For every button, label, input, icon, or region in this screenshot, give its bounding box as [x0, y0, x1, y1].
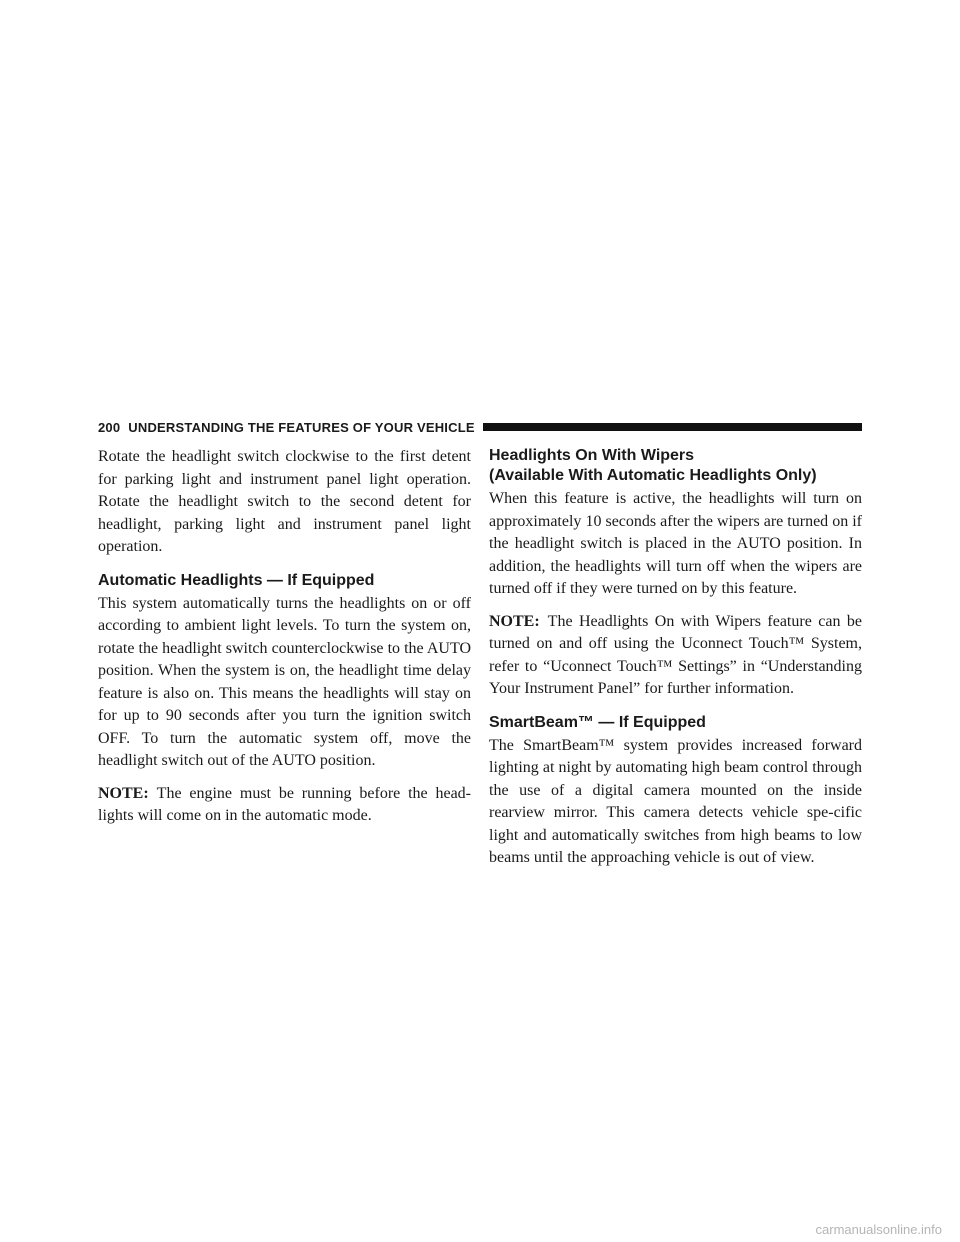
page-number: 200 [98, 419, 121, 435]
note-text: The engine must be running before the head-lights will come on in the automatic mode. [98, 784, 471, 824]
smartbeam-heading: SmartBeam™ — If Equipped [489, 713, 706, 731]
left-column [98, 446, 471, 838]
note-label: NOTE: [489, 612, 540, 630]
automatic-headlights-paragraph: This system automatically turns the headlights on or off according to ambient light levels. To turn the system on, rotate the headlight switch counterclockwise to the AUTO position. When the system is on, the headlight time delay feature is also on. This means the headlights will stay on for up to 90 seconds after you turn the ignition switch OFF. To turn the automatic system off, move the headlight switch out of the AUTO position. [98, 594, 471, 769]
smartbeam-paragraph: The SmartBeam™ system provides increased forward lighting at night by automating high beam control through the use of a digital camera mounted on the inside rearview mirror. This camera detects vehicle spe-cific light and automatically switches from high beams to low beams until the approaching vehicle is out of view. [489, 736, 862, 866]
engine-note [98, 783, 471, 828]
watermark-text: carmanualsonline.info [815, 1222, 942, 1237]
headlights-wipers-heading [489, 446, 862, 486]
automatic-headlights-heading: Automatic Headlights — If Equipped [98, 571, 375, 589]
page-header [98, 415, 862, 439]
section-title: UNDERSTANDING THE FEATURES OF YOUR VEHICLE [128, 419, 475, 435]
note-label: NOTE: [98, 784, 149, 802]
right-column [489, 446, 862, 880]
header-rule [483, 423, 862, 431]
heading-line-1: Headlights On With Wipers [489, 447, 695, 464]
wipers-note [489, 611, 862, 701]
heading-line-2: (Available With Automatic Headlights Only) [489, 467, 817, 484]
intro-paragraph: Rotate the headlight switch clockwise to the first detent for parking light and instrument panel light operation. Rotate the headlight switch to the second detent for headlight, parking light and instrument panel light operation. [98, 448, 471, 555]
note-text: The Headlights On with Wipers feature can be turned on and off using the Uconnect Touch™ System, refer to “Uconnect Touch™ Settings” in “Understanding Your Instrument Panel” for further information. [489, 612, 862, 697]
headlights-wipers-paragraph: When this feature is active, the headlights will turn on approximately 10 seconds after the wipers are turned on if the headlight switch is placed in the AUTO position. In addition, the headlights will turn off when the wipers are turned off if they were turned on by this feature. [489, 490, 862, 597]
